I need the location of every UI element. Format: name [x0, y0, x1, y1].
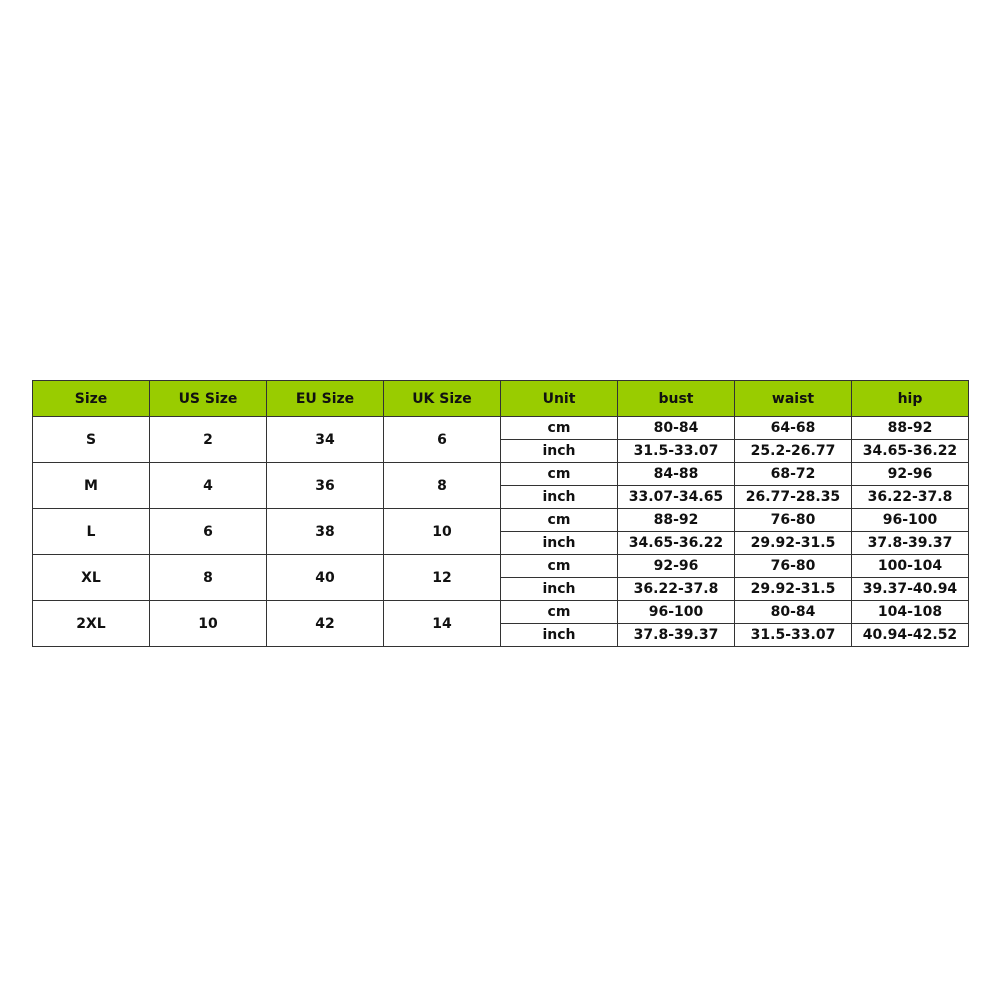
inch-unit-cell: inch [501, 440, 618, 463]
inch-waist-cell: 25.2-26.77 [735, 440, 852, 463]
size-chart-table [32, 380, 969, 647]
cm-waist-cell: 76-80 [735, 555, 852, 578]
size-cell: XL [33, 555, 150, 601]
inch-unit-cell: inch [501, 578, 618, 601]
inch-unit-cell: inch [501, 532, 618, 555]
cm-waist-cell: 68-72 [735, 463, 852, 486]
cm-unit-cell: cm [501, 601, 618, 624]
table-row [33, 601, 969, 624]
inch-bust-cell: 33.07-34.65 [618, 486, 735, 509]
cm-hip-cell: 92-96 [852, 463, 969, 486]
cm-unit-cell: cm [501, 463, 618, 486]
inch-unit-cell: inch [501, 486, 618, 509]
eu-cell: 36 [267, 463, 384, 509]
inch-waist-cell: 26.77-28.35 [735, 486, 852, 509]
us-cell: 10 [150, 601, 267, 647]
inch-waist-cell: 29.92-31.5 [735, 532, 852, 555]
cm-hip-cell: 88-92 [852, 417, 969, 440]
cm-unit-cell: cm [501, 555, 618, 578]
column-header: Unit [501, 381, 618, 417]
inch-hip-cell: 40.94-42.52 [852, 624, 969, 647]
inch-hip-cell: 34.65-36.22 [852, 440, 969, 463]
column-header: US Size [150, 381, 267, 417]
column-header: EU Size [267, 381, 384, 417]
size-cell: 2XL [33, 601, 150, 647]
cm-bust-cell: 96-100 [618, 601, 735, 624]
inch-unit-cell: inch [501, 624, 618, 647]
uk-cell: 6 [384, 417, 501, 463]
table-row [33, 463, 969, 486]
size-cell: L [33, 509, 150, 555]
us-cell: 6 [150, 509, 267, 555]
column-header: hip [852, 381, 969, 417]
inch-hip-cell: 39.37-40.94 [852, 578, 969, 601]
table-row [33, 417, 969, 440]
column-header: Size [33, 381, 150, 417]
inch-waist-cell: 29.92-31.5 [735, 578, 852, 601]
column-header: UK Size [384, 381, 501, 417]
cm-hip-cell: 104-108 [852, 601, 969, 624]
inch-bust-cell: 36.22-37.8 [618, 578, 735, 601]
uk-cell: 12 [384, 555, 501, 601]
size-cell: M [33, 463, 150, 509]
cm-unit-cell: cm [501, 417, 618, 440]
column-header: bust [618, 381, 735, 417]
us-cell: 4 [150, 463, 267, 509]
size-chart-body [33, 417, 969, 647]
eu-cell: 34 [267, 417, 384, 463]
uk-cell: 10 [384, 509, 501, 555]
eu-cell: 42 [267, 601, 384, 647]
column-header: waist [735, 381, 852, 417]
size-cell: S [33, 417, 150, 463]
cm-unit-cell: cm [501, 509, 618, 532]
table-row [33, 509, 969, 532]
cm-waist-cell: 80-84 [735, 601, 852, 624]
uk-cell: 14 [384, 601, 501, 647]
cm-bust-cell: 88-92 [618, 509, 735, 532]
header-row [33, 381, 969, 417]
us-cell: 2 [150, 417, 267, 463]
inch-hip-cell: 37.8-39.37 [852, 532, 969, 555]
cm-hip-cell: 96-100 [852, 509, 969, 532]
inch-bust-cell: 37.8-39.37 [618, 624, 735, 647]
cm-bust-cell: 80-84 [618, 417, 735, 440]
cm-bust-cell: 84-88 [618, 463, 735, 486]
size-chart [32, 380, 969, 647]
inch-bust-cell: 34.65-36.22 [618, 532, 735, 555]
cm-hip-cell: 100-104 [852, 555, 969, 578]
cm-waist-cell: 64-68 [735, 417, 852, 440]
inch-bust-cell: 31.5-33.07 [618, 440, 735, 463]
uk-cell: 8 [384, 463, 501, 509]
inch-hip-cell: 36.22-37.8 [852, 486, 969, 509]
eu-cell: 38 [267, 509, 384, 555]
cm-bust-cell: 92-96 [618, 555, 735, 578]
us-cell: 8 [150, 555, 267, 601]
inch-waist-cell: 31.5-33.07 [735, 624, 852, 647]
cm-waist-cell: 76-80 [735, 509, 852, 532]
eu-cell: 40 [267, 555, 384, 601]
table-row [33, 555, 969, 578]
